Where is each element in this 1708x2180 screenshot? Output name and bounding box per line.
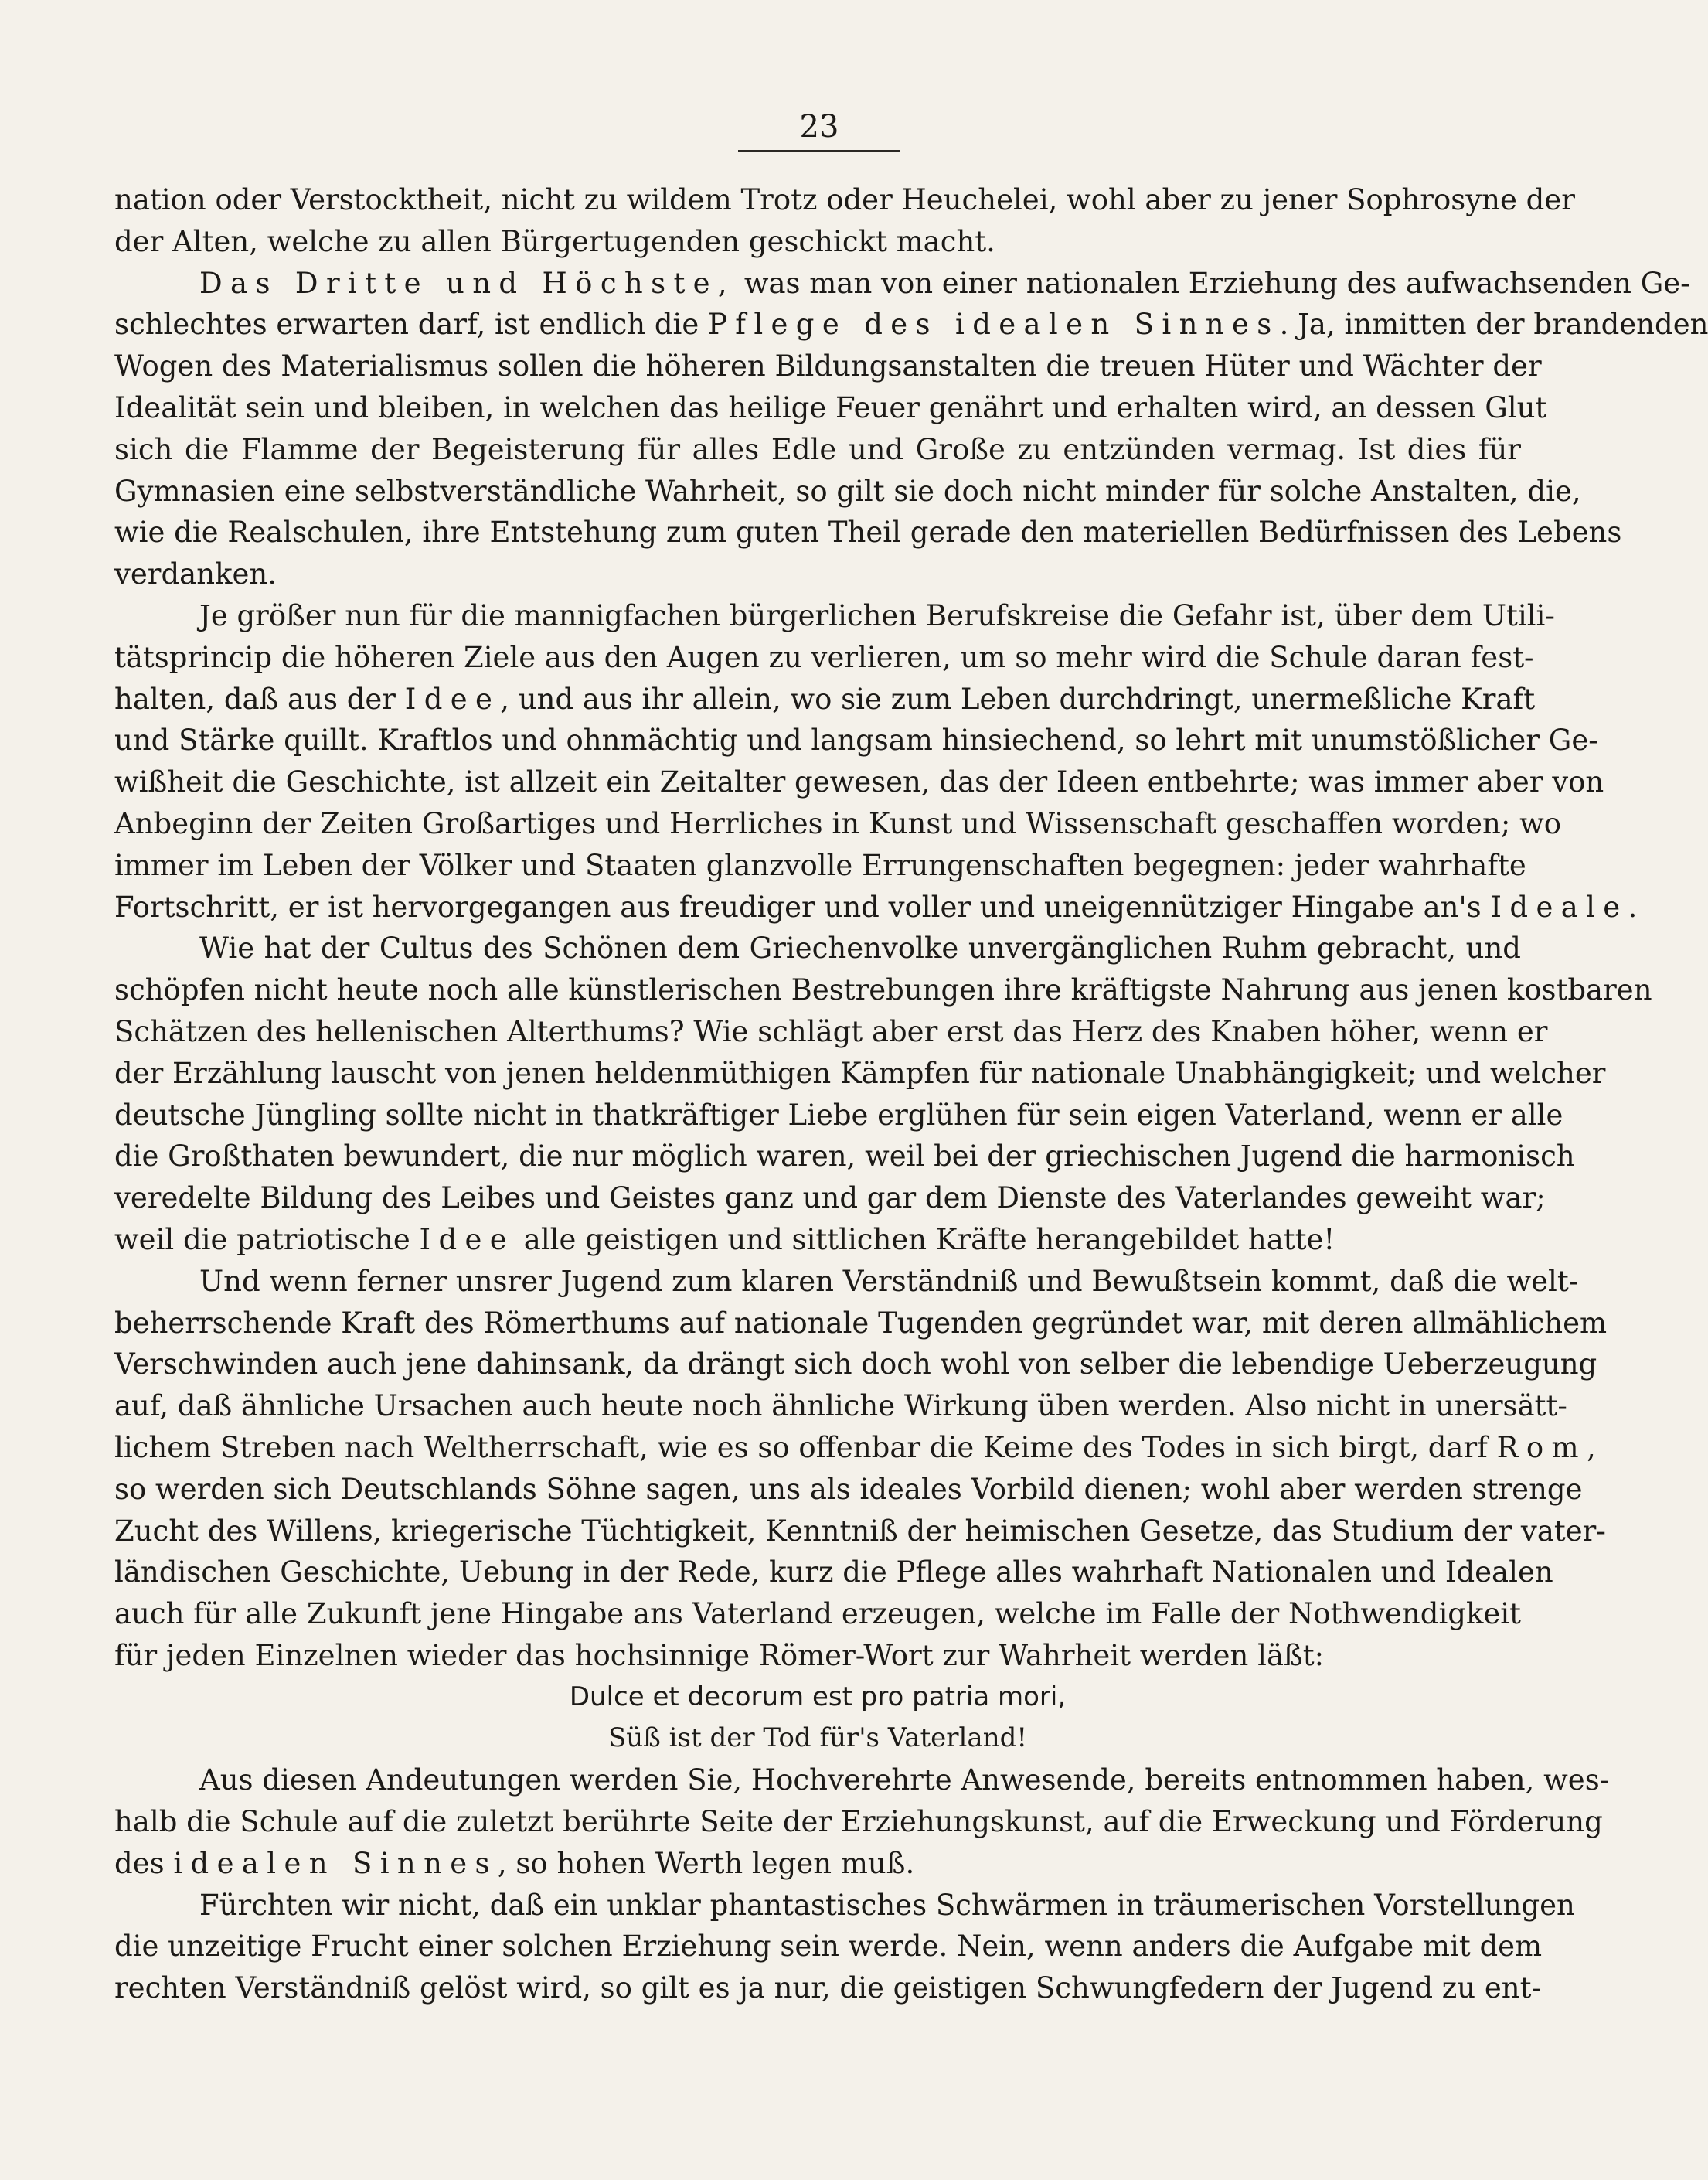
text-line: Wie hat der Cultus des Schönen dem Griechenvolke unvergänglichen Ruhm gebracht, und — [199, 932, 1521, 966]
text-line: halb die Schule auf die zuletzt berührte Seite der Erziehungskunst, auf die Erweckung und Förderung — [114, 1805, 1603, 1839]
text-line: Zucht des Willens, kriegerische Tüchtigkeit, Kenntniß der heimischen Gesetze, das Studium der vater- — [114, 1514, 1606, 1548]
emphasized-text: Das Dritte und Höchste, — [199, 266, 736, 300]
text-line: rechten Verständniß gelöst wird, so gilt es ja nur, die geistigen Schwungfedern der Jugend zu ent- — [114, 1971, 1541, 2005]
text-line-part: halten, daß aus der — [114, 682, 405, 716]
emphasized-text: idealen Sinnes — [173, 1846, 498, 1880]
text-line: Anbeginn der Zeiten Großartiges und Herrliches in Kunst und Wissenschaft geschaffen worden; wo — [114, 806, 1562, 840]
text-line — [114, 679, 1536, 720]
text-line: Gymnasien eine selbstverständliche Wahrheit, so gilt sie doch nicht minder für solche Anstalten, die, — [114, 474, 1581, 508]
text-line — [114, 1843, 1521, 1885]
emphasized-text: Pflege des idealen Sinnes — [708, 308, 1280, 342]
page-number-rule — [738, 150, 900, 152]
text-line — [114, 263, 1690, 305]
text-line — [114, 1219, 1521, 1261]
emphasized-text: Rom — [1496, 1430, 1587, 1464]
text-line: veredelte Bildung des Leibes und Geistes ganz und gar dem Dienste des Vaterlandes geweiht war; — [114, 1181, 1546, 1215]
text-line: so werden sich Deutschlands Söhne sagen, uns als ideales Vorbild dienen; wohl aber werden strenge — [114, 1472, 1583, 1506]
text-line: nation oder Verstocktheit, nicht zu wildem Trotz oder Heuchelei, wohl aber zu jener Sophrosyne der — [114, 183, 1575, 216]
text-line-part: lichem Streben nach Weltherrschaft, wie es so offenbar die Keime des Todes in sich birgt, darf — [114, 1430, 1497, 1464]
text-line: beherrschende Kraft des Römerthums auf nationale Tugenden gegründet war, mit deren allmählichem — [114, 1306, 1608, 1340]
text-line: Aus diesen Andeutungen werden Sie, Hochverehrte Anwesende, bereits entnommen haben, wes- — [199, 1763, 1610, 1797]
text-line-part: was man von einer nationalen Erziehung des aufwachsenden Ge- — [735, 266, 1690, 300]
text-line: Idealität sein und bleiben, in welchen das heilige Feuer genährt und erhalten wird, an dessen Glut — [114, 390, 1547, 424]
text-line: Schätzen des hellenischen Alterthums? Wie schlägt aber erst das Herz des Knaben höher, wenn er — [114, 1014, 1548, 1048]
text-line: der Erzählung lauscht von jenen heldenmüthigen Kämpfen für nationale Unabhängigkeit; und welcher — [114, 1056, 1606, 1090]
text-line-part: , — [1586, 1430, 1596, 1464]
text-line: schöpfen nicht heute noch alle künstlerischen Bestrebungen ihre kräftigste Nahrung aus jenen kostbaren — [114, 973, 1652, 1007]
text-line-part: . Ja, inmitten der brandenden — [1279, 308, 1708, 342]
text-line-part: , so hohen Werth legen muß. — [497, 1846, 915, 1880]
emphasized-text: Idee — [419, 1222, 515, 1256]
text-line: Wogen des Materialismus sollen die höheren Bildungsanstalten die treuen Hüter und Wächter der — [114, 349, 1542, 383]
text-line-part: weil die patriotische — [114, 1222, 420, 1256]
text-line: wie die Realschulen, ihre Entstehung zum guten Theil gerade den materiellen Bedürfnissen des Lebens — [114, 516, 1622, 550]
page-number: 23 — [799, 109, 839, 145]
text-line-part: . — [1628, 890, 1638, 924]
body-text — [114, 179, 1708, 2009]
text-line: Je größer nun für die mannigfachen bürgerlichen Berufskreise die Gefahr ist, über dem Utili- — [199, 598, 1555, 632]
text-line: deutsche Jüngling sollte nicht in thatkräftiger Liebe erglühen für sein eigen Vaterland, wenn er alle — [114, 1098, 1563, 1132]
text-line: sich die Flamme der Begeisterung für alles Edle und Große zu entzünden vermag. Ist dies für — [114, 432, 1521, 466]
emphasized-text: Idee — [404, 682, 501, 716]
text-line: wißheit die Geschichte, ist allzeit ein Zeitalter gewesen, das der Ideen entbehrte; was immer aber von — [114, 765, 1604, 799]
text-line: für jeden Einzelnen wieder das hochsinnige Römer-Wort zur Wahrheit werden läßt: — [114, 1638, 1325, 1672]
page-header — [738, 108, 900, 152]
text-line-part: des — [114, 1846, 174, 1880]
emphasized-text: Ideale — [1490, 890, 1628, 924]
text-line: verdanken. — [114, 557, 277, 591]
text-line — [114, 304, 1708, 346]
text-line: auch für alle Zukunft jene Hingabe ans Vaterland erzeugen, welche im Falle der Nothwendigkeit — [114, 1597, 1521, 1631]
text-line: immer im Leben der Völker und Staaten glanzvolle Errungenschaften begegnen: jeder wahrhafte — [114, 848, 1526, 882]
text-line-part: Fortschritt, er ist hervorgegangen aus freudiger und voller und uneigennütziger Hingabe an's — [114, 890, 1491, 924]
text-line — [114, 1427, 1596, 1469]
text-line-part: , und aus ihr allein, wo sie zum Leben durchdringt, unermeßliche Kraft — [500, 682, 1536, 716]
text-line-part: schlechtes erwarten darf, ist endlich die — [114, 308, 709, 342]
text-line: und Stärke quillt. Kraftlos und ohnmächtig und langsam hinsiechend, so lehrt mit unumstößlicher Ge- — [114, 724, 1598, 758]
verse-german: Süß ist der Tod für's Vaterland! — [607, 1722, 1028, 1754]
text-line: ländischen Geschichte, Uebung in der Rede, kurz die Pflege alles wahrhaft Nationalen und Idealen — [114, 1555, 1553, 1589]
text-line: die Großthaten bewundert, die nur möglich waren, weil bei der griechischen Jugend die harmonisch — [114, 1139, 1575, 1173]
text-line: auf, daß ähnliche Ursachen auch heute noch ähnliche Wirkung üben werden. Also nicht in unersätt- — [114, 1389, 1567, 1423]
text-line: die unzeitige Frucht einer solchen Erziehung sein werde. Nein, wenn anders die Aufgabe mit dem — [114, 1930, 1543, 1964]
verse-latin: Dulce et decorum est pro patria mori, — [569, 1681, 1067, 1712]
text-line: Verschwinden auch jene dahinsank, da drängt sich doch wohl von selber die lebendige Ueberzeugung — [114, 1347, 1597, 1381]
text-line: tätsprincip die höheren Ziele aus den Augen zu verlieren, um so mehr wird die Schule daran fest- — [114, 640, 1534, 674]
text-line: Fürchten wir nicht, daß ein unklar phantastisches Schwärmen in träumerischen Vorstellungen — [199, 1888, 1575, 1922]
text-line-part: alle geistigen und sittlichen Kräfte herangebildet hatte! — [515, 1222, 1335, 1256]
text-line: Und wenn ferner unsrer Jugend zum klaren Verständniß und Bewußtsein kommt, daß die welt- — [199, 1264, 1579, 1298]
text-line: der Alten, welche zu allen Bürgertugenden geschickt macht. — [114, 224, 995, 258]
text-line — [114, 887, 1638, 928]
